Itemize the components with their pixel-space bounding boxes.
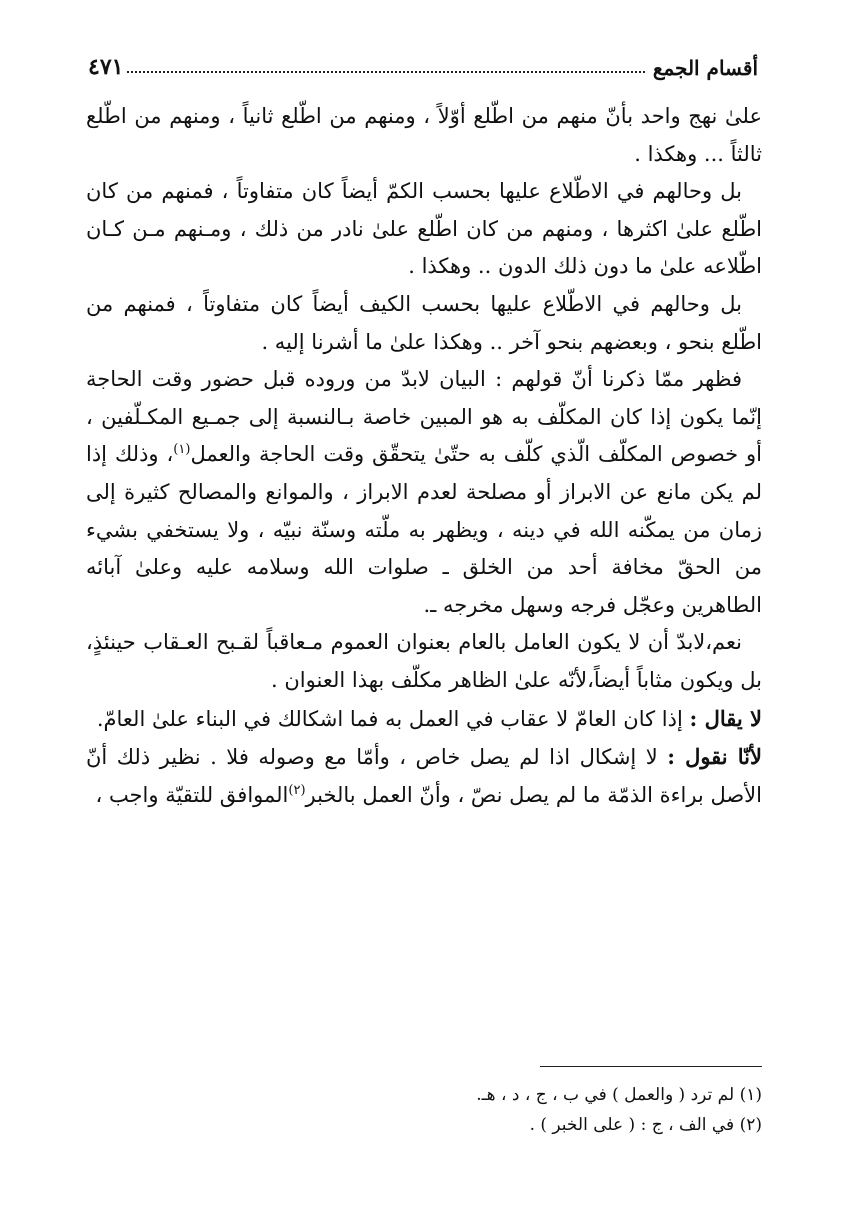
running-header bbox=[88, 40, 758, 80]
page-number: ٤٧١ bbox=[88, 54, 124, 80]
paragraph-text: فظهر ممّا ذكرنا أنّ قولهم : البيان لابدّ من وروده قبل حضور وقت الحاجة إنّما يكون إذا كان المكلّف به هو المبين خاصة بـالنسبة إلى جمـيع المكـلّفين ، أو خصوص المكلّف الّذي كلّف به حتّىٰ يتحقّق وقت الحاجة والعمل bbox=[86, 367, 762, 467]
footnote-marker: (٢) bbox=[288, 782, 306, 798]
dotted-leader bbox=[127, 70, 644, 73]
reply-paragraph bbox=[86, 738, 762, 814]
footnote: (١) لم ترد ( والعمل ) في ب ، ج ، د ، هـ. bbox=[476, 1085, 762, 1105]
main-text bbox=[86, 98, 762, 814]
paragraph: بل وحالهم في الاطّلاع عليها بحسب الكيف أيضاً كان متفاوتاً ، فمنهم من اطّلع بنحو ، وبعضهم بنحو آخر .. وهكذا علىٰ ما أشرنا إليه . bbox=[86, 291, 762, 354]
footnotes bbox=[300, 1080, 762, 1140]
reply-lead: لأنّا نقول : bbox=[667, 744, 762, 770]
paragraph: علىٰ نهج واحد بأنّ منهم من اطّلع أوّلاً ، ومنهم من اطّلع ثانياً ، ومنهم من اطّلع ثالثاً ... وهكذا . bbox=[86, 104, 762, 166]
objection-paragraph bbox=[86, 700, 762, 739]
paragraph bbox=[86, 361, 762, 624]
footnote-marker: (١) bbox=[173, 442, 191, 458]
objection-text: إذا كان العامّ لا عقاب في العمل به فما اشكالك في البناء علىٰ العامّ. bbox=[96, 706, 683, 731]
chapter-title: أقسام الجمع bbox=[652, 56, 758, 80]
reply-text: لا إشكال اذا لم يصل خاص ، وأمّا مع وصوله فلا . نظير ذلك أنّ الأصل براءة الذمّة ما لم يصل نصّ ، وأنّ العمل بالخبر bbox=[86, 745, 762, 807]
objection-lead: لا يقال : bbox=[689, 705, 762, 731]
footnote: (٢) في الف ، ج : ( على الخبر ) . bbox=[529, 1115, 762, 1135]
paragraph-text: ، وذلك إذا لم يكن مانع عن الابراز أو مصلحة لعدم الابراز ، والموانع والمصالح كثيرة إلى زمان من يمكّنه الله في دينه ، ويظهر به ملّته وسنّة نبيّه ، ولا يستخفي بشيء من الحقّ مخافة أحد من الخلق ـ صلوات الله وسلامه عليه وعلىٰ آبائه الطاهرين وعجّل فرجه وسهل مخرجه ـ. bbox=[86, 442, 762, 617]
reply-text: الموافق للتقيّة واجب ، bbox=[95, 782, 289, 807]
paragraph: نعم،لابدّ أن لا يكون العامل بالعام بعنوان العموم مـعاقباً لقـبح العـقاب حينئذٍ، بل ويكون مثاباً أيضاً،لأنّه علىٰ الظاهر مكلّف بهذا العنوان . bbox=[86, 630, 762, 692]
footnote-separator bbox=[540, 1066, 762, 1067]
paragraph: بل وحالهم في الاطّلاع عليها بحسب الكمّ أيضاً كان متفاوتاً ، فمنهم من كان اطّلع علىٰ اكثرها ، ومنهم من كان اطّلع علىٰ نادر من ذلك ، ومـنهم مـن كـان اطّلاعه علىٰ ما دون ذلك الدون .. وهكذا . bbox=[86, 179, 762, 279]
